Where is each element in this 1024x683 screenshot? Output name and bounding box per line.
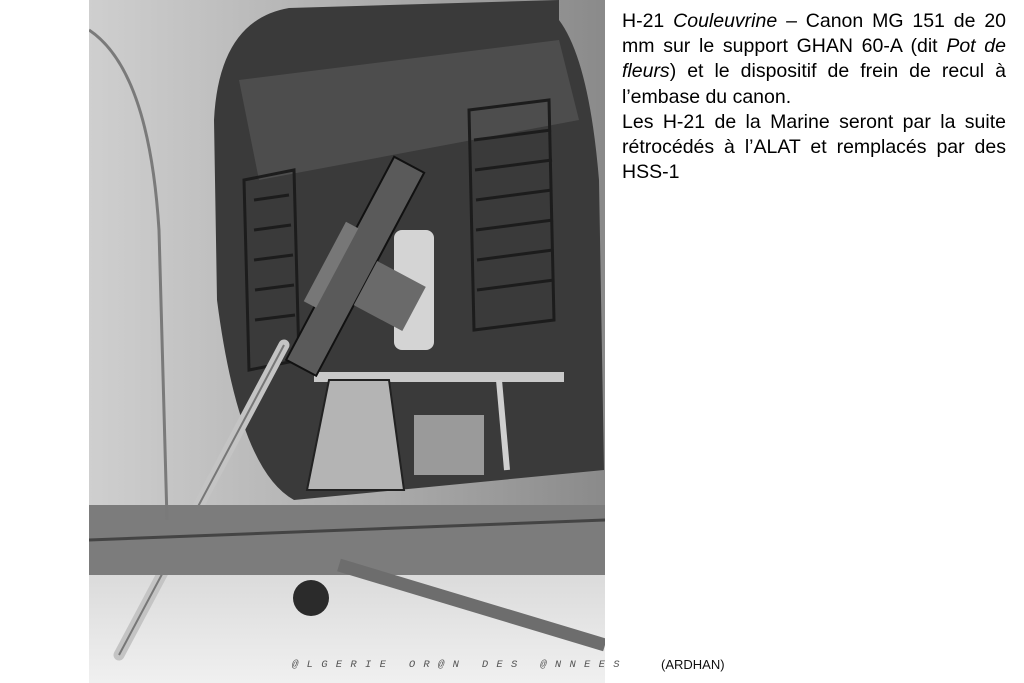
caption-text: ) et le dispositif de frein de recul à l’embase du canon. xyxy=(622,60,1006,108)
mount-nickname: Pot de fleurs xyxy=(622,35,1006,83)
watermark: @ L G E R I E O R @ N D E S @ N N E E S xyxy=(292,659,621,671)
caption-paragraph-1 xyxy=(622,9,1006,110)
photo-caption xyxy=(622,9,1006,185)
photo-illustration xyxy=(89,0,605,683)
helicopter-nickname: Couleuvrine xyxy=(673,10,778,32)
caption-paragraph-2: Les H-21 de la Marine seront par la suite rétrocédés à l’ALAT et remplacés par des HSS-1 xyxy=(622,110,1006,184)
caption-text: H-21 xyxy=(622,10,674,32)
photo-credit: (ARDHAN) xyxy=(661,657,725,672)
helicopter-door-gun-photo xyxy=(89,0,605,683)
caption-text: – Canon MG 151 de 20 mm sur le support GHAN 60-A (dit xyxy=(622,10,1007,58)
